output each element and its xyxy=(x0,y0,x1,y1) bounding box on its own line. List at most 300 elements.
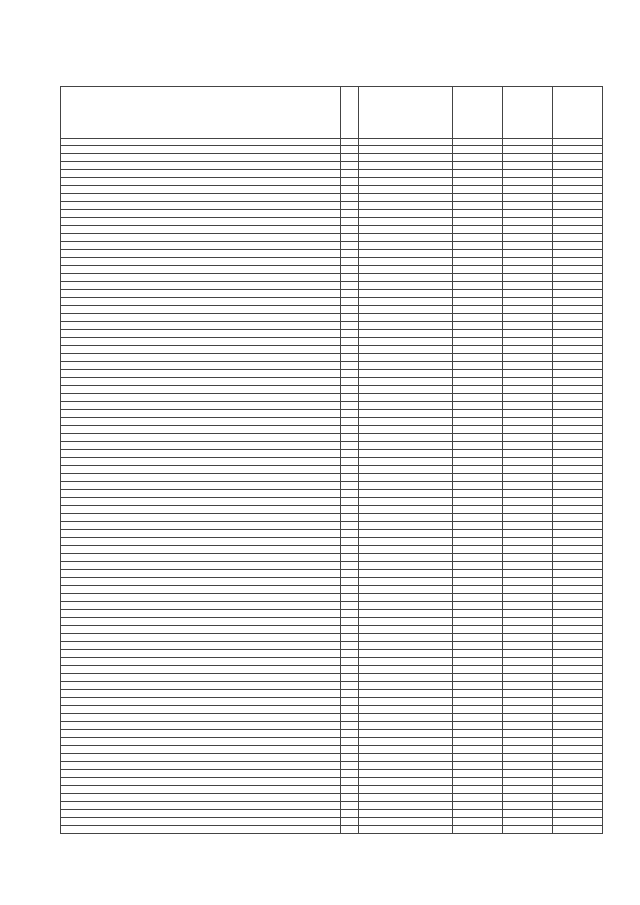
row-name xyxy=(61,298,341,306)
table-row xyxy=(61,210,603,218)
row-budget-code xyxy=(359,274,453,282)
column-number xyxy=(553,139,603,146)
column-number-row xyxy=(61,139,603,146)
row-line-code xyxy=(341,506,359,514)
row-line-code xyxy=(341,586,359,594)
row-budget-code xyxy=(359,818,453,826)
row-line-code xyxy=(341,290,359,298)
row-executed xyxy=(503,354,553,362)
row-executed xyxy=(503,578,553,586)
row-name xyxy=(61,506,341,514)
row-approved xyxy=(453,442,503,450)
row-name xyxy=(61,370,341,378)
row-executed xyxy=(503,794,553,802)
row-name xyxy=(61,490,341,498)
row-unexecuted xyxy=(553,266,603,274)
row-name xyxy=(61,354,341,362)
row-line-code xyxy=(341,410,359,418)
row-executed xyxy=(503,466,553,474)
row-budget-code xyxy=(359,810,453,818)
row-line-code xyxy=(341,170,359,178)
row-unexecuted xyxy=(553,450,603,458)
row-approved xyxy=(453,586,503,594)
row-unexecuted xyxy=(553,306,603,314)
row-approved xyxy=(453,242,503,250)
row-budget-code xyxy=(359,538,453,546)
row-approved xyxy=(453,426,503,434)
row-unexecuted xyxy=(553,410,603,418)
row-unexecuted xyxy=(553,330,603,338)
row-executed xyxy=(503,506,553,514)
row-approved xyxy=(453,146,503,154)
row-unexecuted xyxy=(553,458,603,466)
row-budget-code xyxy=(359,730,453,738)
table-row xyxy=(61,634,603,642)
row-unexecuted xyxy=(553,770,603,778)
row-budget-code xyxy=(359,626,453,634)
row-line-code xyxy=(341,314,359,322)
row-approved xyxy=(453,314,503,322)
header-line-code xyxy=(341,87,359,139)
table-row xyxy=(61,786,603,794)
row-line-code xyxy=(341,754,359,762)
row-executed xyxy=(503,250,553,258)
row-line-code xyxy=(341,634,359,642)
table-row xyxy=(61,522,603,530)
row-approved xyxy=(453,402,503,410)
row-unexecuted xyxy=(553,602,603,610)
row-name xyxy=(61,242,341,250)
row-budget-code xyxy=(359,282,453,290)
table-row xyxy=(61,714,603,722)
row-line-code xyxy=(341,154,359,162)
table-row xyxy=(61,818,603,826)
row-budget-code xyxy=(359,378,453,386)
row-approved xyxy=(453,458,503,466)
table-row xyxy=(61,394,603,402)
row-approved xyxy=(453,506,503,514)
row-budget-code xyxy=(359,210,453,218)
row-line-code xyxy=(341,554,359,562)
row-executed xyxy=(503,642,553,650)
row-unexecuted xyxy=(553,482,603,490)
row-executed xyxy=(503,402,553,410)
row-budget-code xyxy=(359,386,453,394)
table-row xyxy=(61,402,603,410)
row-approved xyxy=(453,786,503,794)
row-line-code xyxy=(341,322,359,330)
row-line-code xyxy=(341,682,359,690)
row-line-code xyxy=(341,522,359,530)
row-executed xyxy=(503,314,553,322)
row-unexecuted xyxy=(553,794,603,802)
row-budget-code xyxy=(359,770,453,778)
table-row xyxy=(61,746,603,754)
row-unexecuted xyxy=(553,226,603,234)
table-row xyxy=(61,170,603,178)
row-budget-code xyxy=(359,242,453,250)
row-budget-code xyxy=(359,170,453,178)
row-executed xyxy=(503,346,553,354)
row-unexecuted xyxy=(553,210,603,218)
row-unexecuted xyxy=(553,418,603,426)
table-row xyxy=(61,738,603,746)
row-name xyxy=(61,410,341,418)
table-row xyxy=(61,418,603,426)
row-unexecuted xyxy=(553,666,603,674)
row-executed xyxy=(503,722,553,730)
row-name xyxy=(61,522,341,530)
row-budget-code xyxy=(359,370,453,378)
row-line-code xyxy=(341,426,359,434)
table-row xyxy=(61,706,603,714)
row-budget-code xyxy=(359,746,453,754)
row-budget-code xyxy=(359,674,453,682)
row-name xyxy=(61,170,341,178)
row-approved xyxy=(453,674,503,682)
row-name xyxy=(61,762,341,770)
row-budget-code xyxy=(359,506,453,514)
row-unexecuted xyxy=(553,562,603,570)
row-approved xyxy=(453,802,503,810)
row-approved xyxy=(453,346,503,354)
row-approved xyxy=(453,266,503,274)
row-budget-code xyxy=(359,290,453,298)
row-approved xyxy=(453,562,503,570)
row-unexecuted xyxy=(553,682,603,690)
row-line-code xyxy=(341,698,359,706)
row-executed xyxy=(503,234,553,242)
row-budget-code xyxy=(359,826,453,834)
table-row xyxy=(61,650,603,658)
row-unexecuted xyxy=(553,610,603,618)
row-approved xyxy=(453,770,503,778)
row-line-code xyxy=(341,378,359,386)
row-executed xyxy=(503,322,553,330)
row-budget-code xyxy=(359,330,453,338)
row-unexecuted xyxy=(553,818,603,826)
row-approved xyxy=(453,530,503,538)
row-budget-code xyxy=(359,442,453,450)
row-line-code xyxy=(341,706,359,714)
row-executed xyxy=(503,546,553,554)
row-approved xyxy=(453,186,503,194)
table-row xyxy=(61,794,603,802)
row-unexecuted xyxy=(553,298,603,306)
row-executed xyxy=(503,210,553,218)
row-line-code xyxy=(341,370,359,378)
row-approved xyxy=(453,826,503,834)
row-approved xyxy=(453,234,503,242)
row-executed xyxy=(503,554,553,562)
row-name xyxy=(61,818,341,826)
row-executed xyxy=(503,602,553,610)
row-budget-code xyxy=(359,146,453,154)
row-unexecuted xyxy=(553,194,603,202)
row-approved xyxy=(453,618,503,626)
row-budget-code xyxy=(359,226,453,234)
row-budget-code xyxy=(359,802,453,810)
row-line-code xyxy=(341,186,359,194)
row-unexecuted xyxy=(553,706,603,714)
row-executed xyxy=(503,498,553,506)
table-row xyxy=(61,290,603,298)
row-line-code xyxy=(341,674,359,682)
row-unexecuted xyxy=(553,178,603,186)
row-unexecuted xyxy=(553,554,603,562)
row-name xyxy=(61,642,341,650)
row-line-code xyxy=(341,354,359,362)
row-name xyxy=(61,770,341,778)
row-unexecuted xyxy=(553,802,603,810)
row-line-code xyxy=(341,530,359,538)
table-row xyxy=(61,546,603,554)
row-approved xyxy=(453,658,503,666)
row-executed xyxy=(503,618,553,626)
row-line-code xyxy=(341,282,359,290)
row-line-code xyxy=(341,802,359,810)
row-executed xyxy=(503,298,553,306)
table-row xyxy=(61,810,603,818)
row-unexecuted xyxy=(553,658,603,666)
row-budget-code xyxy=(359,658,453,666)
table-row xyxy=(61,586,603,594)
row-unexecuted xyxy=(553,578,603,586)
table-row xyxy=(61,666,603,674)
row-budget-code xyxy=(359,666,453,674)
row-line-code xyxy=(341,234,359,242)
row-name xyxy=(61,618,341,626)
row-name xyxy=(61,714,341,722)
row-executed xyxy=(503,818,553,826)
row-executed xyxy=(503,194,553,202)
row-name xyxy=(61,234,341,242)
row-name xyxy=(61,626,341,634)
row-executed xyxy=(503,826,553,834)
row-unexecuted xyxy=(553,290,603,298)
table-row xyxy=(61,578,603,586)
row-approved xyxy=(453,690,503,698)
row-executed xyxy=(503,186,553,194)
table-row xyxy=(61,594,603,602)
table-row xyxy=(61,466,603,474)
row-name xyxy=(61,570,341,578)
row-approved xyxy=(453,194,503,202)
header-unexecuted xyxy=(553,87,603,139)
row-unexecuted xyxy=(553,426,603,434)
row-executed xyxy=(503,282,553,290)
row-approved xyxy=(453,170,503,178)
row-budget-code xyxy=(359,634,453,642)
row-approved xyxy=(453,714,503,722)
row-budget-code xyxy=(359,458,453,466)
row-budget-code xyxy=(359,314,453,322)
table-row xyxy=(61,570,603,578)
row-line-code xyxy=(341,538,359,546)
table-row xyxy=(61,458,603,466)
row-executed xyxy=(503,714,553,722)
row-unexecuted xyxy=(553,258,603,266)
row-budget-code xyxy=(359,410,453,418)
row-approved xyxy=(453,722,503,730)
row-executed xyxy=(503,594,553,602)
row-unexecuted xyxy=(553,250,603,258)
row-approved xyxy=(453,154,503,162)
table-row xyxy=(61,410,603,418)
row-unexecuted xyxy=(553,626,603,634)
table-row xyxy=(61,434,603,442)
row-name xyxy=(61,210,341,218)
row-budget-code xyxy=(359,466,453,474)
row-budget-code xyxy=(359,562,453,570)
table-row xyxy=(61,378,603,386)
row-line-code xyxy=(341,458,359,466)
row-unexecuted xyxy=(553,282,603,290)
row-name xyxy=(61,826,341,834)
row-executed xyxy=(503,290,553,298)
row-budget-code xyxy=(359,202,453,210)
row-approved xyxy=(453,626,503,634)
row-budget-code xyxy=(359,722,453,730)
row-budget-code xyxy=(359,322,453,330)
row-line-code xyxy=(341,610,359,618)
row-line-code xyxy=(341,306,359,314)
table-row xyxy=(61,322,603,330)
row-unexecuted xyxy=(553,354,603,362)
table-row xyxy=(61,674,603,682)
row-name xyxy=(61,282,341,290)
row-approved xyxy=(453,450,503,458)
table-row xyxy=(61,482,603,490)
row-unexecuted xyxy=(553,730,603,738)
row-budget-code xyxy=(359,794,453,802)
row-executed xyxy=(503,242,553,250)
row-approved xyxy=(453,386,503,394)
column-number xyxy=(359,139,453,146)
row-unexecuted xyxy=(553,530,603,538)
row-budget-code xyxy=(359,738,453,746)
row-executed xyxy=(503,674,553,682)
row-approved xyxy=(453,762,503,770)
row-approved xyxy=(453,298,503,306)
row-unexecuted xyxy=(553,442,603,450)
table-row xyxy=(61,194,603,202)
row-executed xyxy=(503,378,553,386)
table-row xyxy=(61,514,603,522)
row-line-code xyxy=(341,562,359,570)
row-budget-code xyxy=(359,682,453,690)
row-unexecuted xyxy=(553,586,603,594)
row-name xyxy=(61,754,341,762)
row-approved xyxy=(453,634,503,642)
row-approved xyxy=(453,490,503,498)
row-approved xyxy=(453,434,503,442)
row-executed xyxy=(503,586,553,594)
row-line-code xyxy=(341,498,359,506)
table-row xyxy=(61,330,603,338)
row-name xyxy=(61,394,341,402)
table-row xyxy=(61,698,603,706)
table-row xyxy=(61,298,603,306)
row-budget-code xyxy=(359,762,453,770)
row-name xyxy=(61,322,341,330)
row-line-code xyxy=(341,250,359,258)
row-line-code xyxy=(341,394,359,402)
row-unexecuted xyxy=(553,746,603,754)
row-unexecuted xyxy=(553,594,603,602)
row-approved xyxy=(453,794,503,802)
row-approved xyxy=(453,162,503,170)
row-budget-code xyxy=(359,546,453,554)
row-approved xyxy=(453,738,503,746)
table-row xyxy=(61,658,603,666)
row-approved xyxy=(453,666,503,674)
row-approved xyxy=(453,810,503,818)
row-executed xyxy=(503,706,553,714)
row-budget-code xyxy=(359,714,453,722)
table-row xyxy=(61,722,603,730)
column-number xyxy=(503,139,553,146)
row-executed xyxy=(503,562,553,570)
row-line-code xyxy=(341,226,359,234)
table-row xyxy=(61,362,603,370)
row-line-code xyxy=(341,714,359,722)
row-name xyxy=(61,682,341,690)
row-budget-code xyxy=(359,490,453,498)
row-line-code xyxy=(341,450,359,458)
row-line-code xyxy=(341,786,359,794)
row-unexecuted xyxy=(553,362,603,370)
row-approved xyxy=(453,482,503,490)
row-budget-code xyxy=(359,690,453,698)
row-name xyxy=(61,402,341,410)
row-unexecuted xyxy=(553,202,603,210)
row-name xyxy=(61,378,341,386)
row-executed xyxy=(503,610,553,618)
row-approved xyxy=(453,418,503,426)
row-budget-code xyxy=(359,186,453,194)
row-line-code xyxy=(341,178,359,186)
row-line-code xyxy=(341,738,359,746)
row-executed xyxy=(503,386,553,394)
row-budget-code xyxy=(359,650,453,658)
row-name xyxy=(61,258,341,266)
table-row xyxy=(61,450,603,458)
row-executed xyxy=(503,146,553,154)
row-budget-code xyxy=(359,594,453,602)
row-name xyxy=(61,586,341,594)
table-row xyxy=(61,690,603,698)
row-executed xyxy=(503,538,553,546)
row-executed xyxy=(503,370,553,378)
row-executed xyxy=(503,570,553,578)
table-row xyxy=(61,226,603,234)
row-name xyxy=(61,466,341,474)
row-budget-code xyxy=(359,642,453,650)
row-name xyxy=(61,346,341,354)
row-executed xyxy=(503,698,553,706)
row-approved xyxy=(453,306,503,314)
row-approved xyxy=(453,290,503,298)
row-unexecuted xyxy=(553,402,603,410)
row-name xyxy=(61,162,341,170)
row-line-code xyxy=(341,602,359,610)
row-unexecuted xyxy=(553,170,603,178)
row-name xyxy=(61,794,341,802)
row-approved xyxy=(453,410,503,418)
row-unexecuted xyxy=(553,338,603,346)
row-budget-code xyxy=(359,250,453,258)
